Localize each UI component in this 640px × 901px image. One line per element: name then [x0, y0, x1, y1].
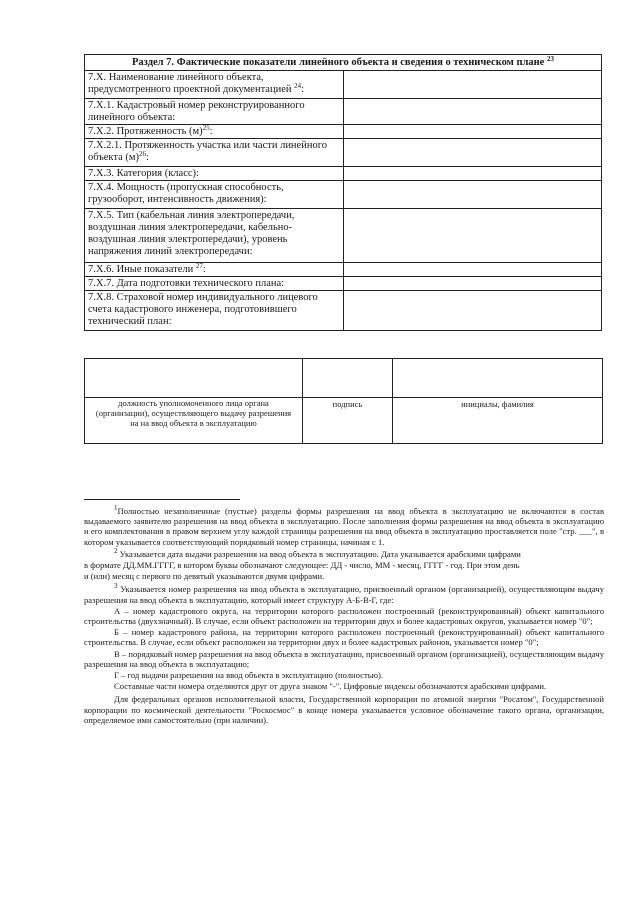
footnote-1: $^1$Полностью незаполненные (пустые) разделы формы разрешения на ввод объекта в эксплуатацию не включаются в состав выдаваемого заявителю разрешения на ввод объекта в эксплуатацию. После заполнения формы разрешения на ввод объекта в эксплуатацию и его комплектования в правом верхнем углу каждой страницы разрешения на ввод объекта в эксплуатацию проставляется поле "стр. ___", в котором указывается соответствующий порядковый номер страницы, начиная с 1. — [84, 504, 604, 547]
footnote-3-b: Б – номер кадастрового района, на территории которого расположен построенный (реконструированный) объект капитального строительства. В случае, если объект расположен на территории двух и более кадастровых районов, указывается номер "0"; — [84, 627, 604, 648]
footnote-divider — [84, 499, 240, 500]
signature-field[interactable] — [303, 359, 393, 398]
footnote-3-parts: Составные части номера отделяются друг от друга знаком "-". Цифровые индексы обозначаются арабскими цифрами. — [114, 681, 547, 692]
footnote-number: 3 — [114, 582, 118, 591]
footnote-2-cont: и (или) месяц с первого по девятый указываются двумя цифрами. — [84, 571, 325, 582]
row-value-cell[interactable] — [343, 71, 602, 99]
row-value-cell[interactable] — [343, 99, 602, 125]
name-field[interactable] — [393, 359, 603, 398]
table-row — [85, 277, 602, 291]
footnote-ref: 27 — [195, 262, 203, 270]
footnote-number: 1 — [114, 504, 118, 512]
footnotes — [84, 506, 604, 726]
footnote-3: $^3$ Указывается номер разрешения на ввод объекта в эксплуатацию, присвоенный органом (организацией), осуществляющим выдачу разрешения на ввод объекта в эксплуатацию, который имеет структуру А-Б-В-Г, где: — [84, 582, 604, 605]
footnote-3-a: А – номер кадастрового округа, на территории которого расположен построенный (реконструированный) объект капитального строительства (двухзначный). В случае, если объект расположен на территории двух и более кадастровых округов, указывается номер "0"; — [84, 605, 604, 627]
row-label: 7.X.4. Мощность (пропускная способность, грузооборот, интенсивность движения): — [85, 181, 344, 209]
section7-header — [85, 55, 602, 71]
signature-table — [84, 358, 603, 444]
footnote-3-federal: Для федеральных органов исполнительной власти, Государственной корпорации по атомной энергии "Росатом", Государственной корпорации по космической деятельности "Роскосмос" в конце номера указывается условное обозначение такого органа, организации, определяемое ими самостоятельно (при наличии). — [84, 694, 604, 725]
section7-table — [84, 54, 602, 331]
table-row — [85, 99, 602, 125]
section7-title: Раздел 7. Фактические показатели линейного объекта и сведения о техническом плане — [132, 57, 545, 68]
name-label: инициалы, фамилия — [393, 398, 603, 444]
row-label: 7.X.7. Дата подготовки технического плана: — [85, 277, 344, 291]
row-label: 7.X. Наименование линейного объекта, предусмотренного проектной документацией $^{24}$: — [85, 71, 344, 99]
row-label: 7.X.5. Тип (кабельная линия электропередачи, воздушная линия электропередачи, кабельно-воздушная линия электропередачи), уровень напряжения линий электропередачи: — [85, 209, 344, 263]
section7-header-row — [85, 55, 602, 71]
row-value-cell[interactable] — [343, 263, 602, 277]
footnote-ref: 24 — [294, 82, 302, 90]
footnote-2-cont: в формате ДД.ММ.ГГГГ, в котором буквы обозначают следующее: ДД - число, ММ - месяц, ГГГГ - год. При этом день — [84, 560, 520, 571]
table-row — [85, 139, 602, 167]
row-value-cell[interactable] — [343, 277, 602, 291]
table-row — [85, 263, 602, 277]
table-row — [85, 181, 602, 209]
table-row — [85, 291, 602, 331]
row-label: 7.X.8. Страховой номер индивидуального лицевого счета кадастрового инженера, подготовившего технический план: — [85, 291, 344, 331]
row-value-cell[interactable] — [343, 181, 602, 209]
row-value-cell[interactable] — [343, 167, 602, 181]
row-value-cell[interactable] — [343, 209, 602, 263]
footnote-2: $^2$ Указывается дата выдачи разрешения на ввод объекта в эксплуатацию. Дата указывается арабскими цифрами — [114, 546, 521, 559]
row-label: 7.X.2.1. Протяженность участка или части линейного объекта $(м)^{26}$: — [85, 139, 344, 167]
signature-blank-row — [85, 359, 603, 398]
row-label: 7.X.2. Протяженность $(м)^{25}$: — [85, 125, 344, 139]
row-label: 7.X.3. Категория (класс): — [85, 167, 344, 181]
signature-caption-row — [85, 398, 603, 444]
signature-label: подпись — [303, 398, 393, 444]
row-value-cell[interactable] — [343, 125, 602, 139]
footnote-ref: 26 — [139, 150, 147, 158]
row-value-cell[interactable] — [343, 139, 602, 167]
row-label: 7.X.1. Кадастровый номер реконструированного линейного объекта: — [85, 99, 344, 125]
table-row — [85, 71, 602, 99]
footnote-3-v: В – порядковый номер разрешения на ввод объекта в эксплуатацию, присвоенный органом (организацией), осуществляющим выдачу разрешения на ввод объекта в эксплуатацию; — [84, 648, 604, 669]
footnote-number: 2 — [114, 546, 118, 555]
row-label: 7.X.6. Иные показатели $^{27}$: — [85, 263, 344, 277]
table-row — [85, 125, 602, 139]
footnote-3-g: Г – год выдачи разрешения на ввод объекта в эксплуатацию (полностью). — [114, 670, 384, 681]
table-row — [85, 167, 602, 181]
row-value-cell[interactable] — [343, 291, 602, 331]
position-label: должность уполномоченного лица органа (организации), осуществляющего выдачу разрешения на на ввод объекта в эксплуатацию — [85, 398, 303, 444]
footnote-ref: 25 — [202, 124, 210, 132]
position-field[interactable] — [85, 359, 303, 398]
table-row — [85, 209, 602, 263]
footnote-ref: 23 — [546, 55, 554, 63]
